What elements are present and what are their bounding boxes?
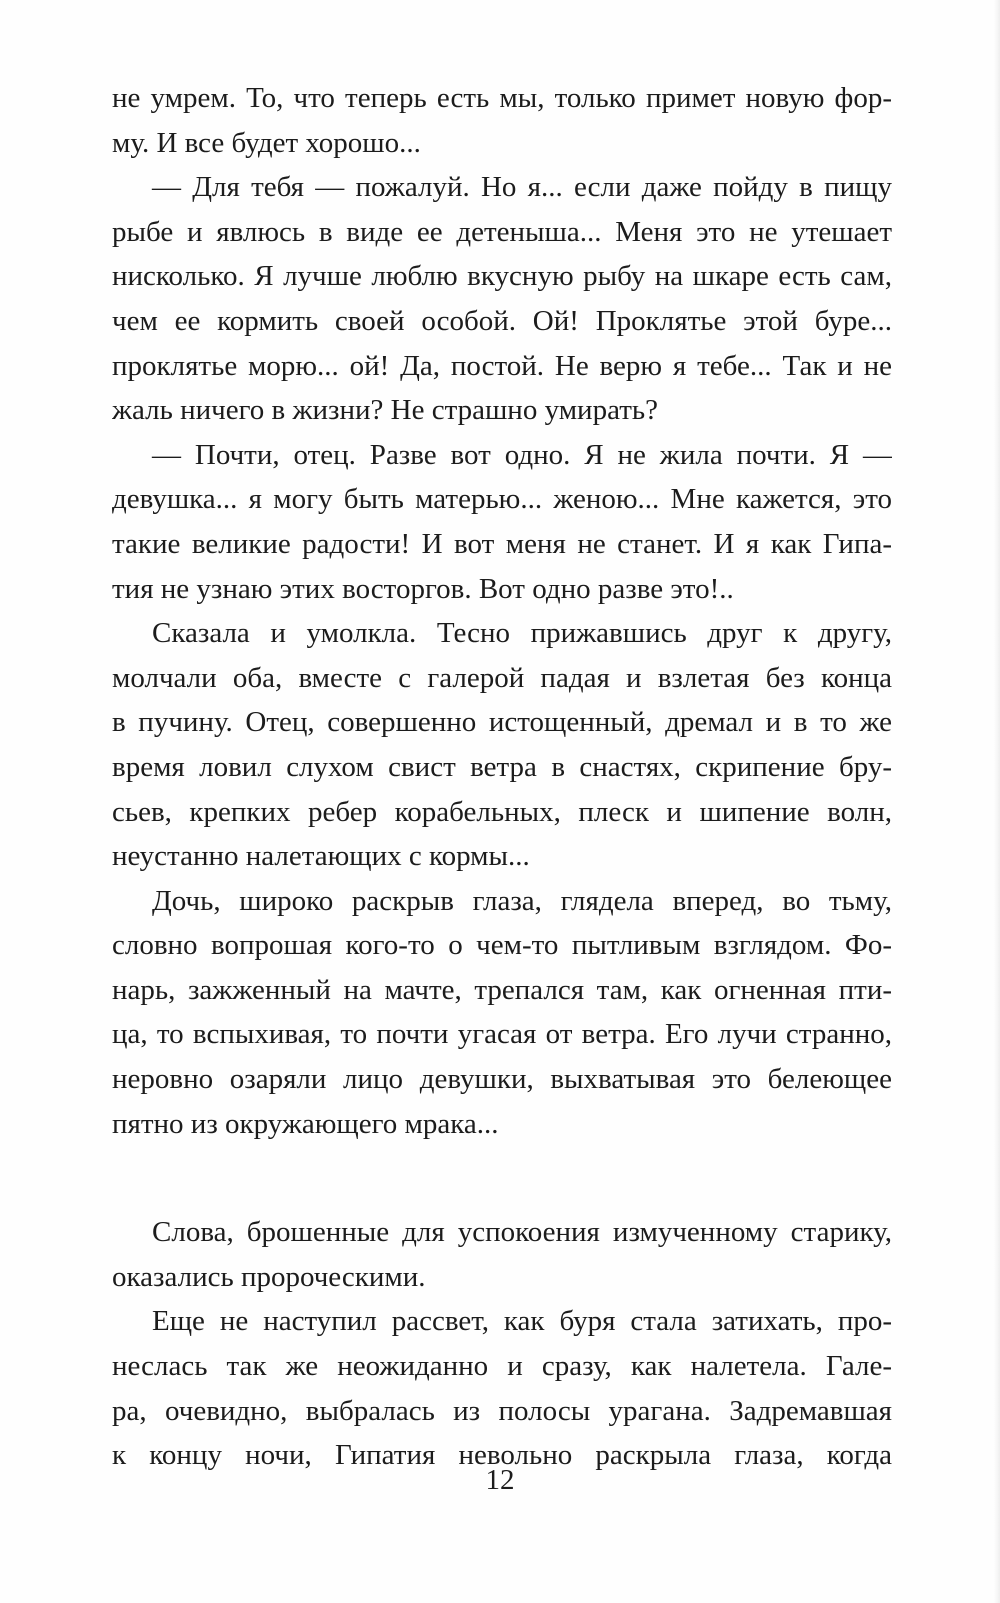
page-edge-shadow <box>994 0 1000 1603</box>
text-line: сьев, крепких ребер корабельных, плеск и шипение волн, <box>112 795 892 828</box>
text-line: рыбе и явлюсь в виде ее детеныша... Меня это не утешает <box>112 215 892 248</box>
text-line: жаль ничего в жизни? Не страшно умирать? <box>112 394 658 427</box>
text-line: молчали оба, вместе с галерой падая и взлетая без конца <box>112 661 892 694</box>
text-line: тия не узнаю этих восторгов. Вот одно разве это!.. <box>112 572 734 605</box>
text-line: Дочь, широко раскрыв глаза, глядела вперед, во тьму, <box>152 884 892 917</box>
text-line: — Для тебя — пожалуй. Но я... если даже пойду в пищу <box>152 171 892 204</box>
section-break <box>112 1146 892 1210</box>
text-line: му. И все будет хорошо... <box>112 126 421 159</box>
text-line: оказались пророческими. <box>112 1260 426 1293</box>
text-line: Сказала и умолкла. Тесно прижавшись друг к другу, <box>152 617 892 650</box>
text-line: ра, очевидно, выбралась из полосы урагана. Задремавшая <box>112 1394 892 1427</box>
text-line: пятно из окружающего мрака... <box>112 1107 499 1140</box>
page-number: 12 <box>485 1464 515 1496</box>
text-line: неслась так же неожиданно и сразу, как налетела. Гале- <box>112 1350 892 1383</box>
body-text <box>112 76 892 1478</box>
text-line: девушка... я могу быть матерью... женою... Мне кажется, это <box>112 483 892 516</box>
text-line: чем ее кормить своей особой. Ой! Проклятье этой буре... <box>112 304 892 337</box>
text-line: к концу ночи, Гипатия невольно раскрыла глаза, когда <box>112 1439 892 1472</box>
text-line: нарь, зажженный на мачте, трепался там, как огненная пти- <box>112 973 892 1006</box>
text-line: такие великие радости! И вот меня не станет. И я как Гипа- <box>112 527 892 560</box>
text-line: Еще не наступил рассвет, как буря стала затихать, про- <box>152 1305 892 1338</box>
text-line: Слова, брошенные для успокоения измученному старику, <box>152 1216 892 1249</box>
text-line: не умрем. То, что теперь есть мы, только примет новую фор- <box>112 82 892 114</box>
text-line: ца, то вспыхивая, то почти угасая от ветра. Его лучи странно, <box>112 1018 892 1051</box>
text-line: время ловил слухом свист ветра в снастях, скрипение бру- <box>112 750 892 783</box>
text-line: проклятье морю... ой! Да, постой. Не верю я тебе... Так и не <box>112 349 892 382</box>
text-line: неустанно налетающих с кормы... <box>112 840 530 873</box>
text-line: в пучину. Отец, совершенно истощенный, дремал и в то же <box>112 706 892 739</box>
text-line: неровно озаряли лицо девушки, выхватывая это белеющее <box>112 1063 892 1096</box>
text-line: — Почти, отец. Разве вот одно. Я не жила почти. Я — <box>152 438 892 471</box>
text-line: нисколько. Я лучше люблю вкусную рыбу на шкаре есть сам, <box>112 260 892 293</box>
text-line: словно вопрошая кого-то о чем-то пытливым взглядом. Фо- <box>112 929 892 962</box>
